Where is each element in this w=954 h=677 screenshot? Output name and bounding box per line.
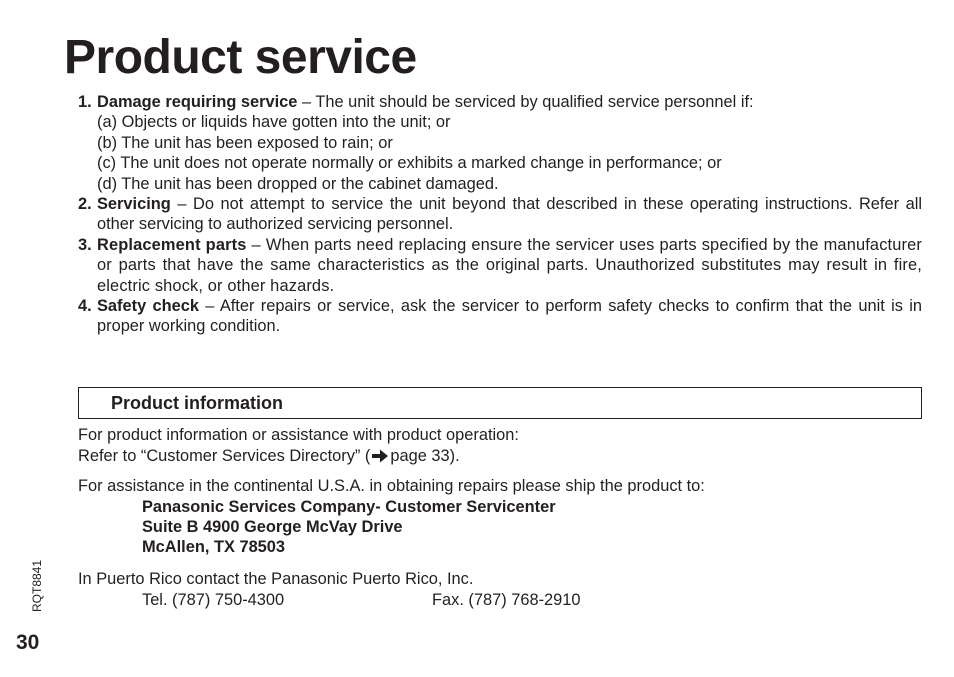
item-number: 1. <box>78 93 92 111</box>
subitem: (d) The unit has been dropped or the cabinet damaged. <box>97 174 499 193</box>
item-heading: Replacement parts <box>97 235 247 254</box>
list-item-damage <box>78 92 922 194</box>
page-title: Product service <box>64 31 417 84</box>
item-number: 4. <box>78 297 92 316</box>
shipping-paragraph <box>78 476 705 557</box>
list-item-safety-check <box>78 296 922 337</box>
item-heading: Servicing <box>97 195 171 214</box>
list-item-servicing <box>78 194 922 235</box>
info-line: For product information or assistance with product operation: <box>78 426 519 444</box>
service-list <box>78 92 922 337</box>
page-reference-link[interactable]: page 33). <box>390 447 460 465</box>
item-number: 3. <box>78 235 92 254</box>
address-line: McAllen, TX 78503 <box>142 538 286 556</box>
arrow-right-icon <box>371 448 389 464</box>
page-number: 30 <box>16 631 40 654</box>
item-text: – After repairs or service, ask the servicer to perform safety checks to confirm that the unit is in proper working condition. <box>97 297 922 336</box>
list-item-replacement-parts <box>78 235 922 296</box>
subitem: (b) The unit has been exposed to rain; or <box>97 133 393 152</box>
reference-text: Refer to “Customer Services Directory” ( <box>78 447 371 465</box>
puerto-rico-paragraph <box>78 569 581 611</box>
item-heading: Damage requiring service <box>97 93 298 111</box>
item-text: – The unit should be serviced by qualified service personnel if: <box>297 93 754 111</box>
shipping-intro: For assistance in the continental U.S.A. in obtaining repairs please ship the product to: <box>78 477 705 495</box>
address-line: Panasonic Services Company- Customer Servicenter <box>142 498 556 516</box>
product-info-header-box <box>78 387 922 419</box>
subitem: (a) Objects or liquids have gotten into the unit; or <box>97 113 451 132</box>
item-text: – Do not attempt to service the unit beyond that described in these operating instructions. Refer all other servicing to authorized servicing personnel. <box>97 195 922 234</box>
document-code: RQT8841 <box>30 559 44 612</box>
item-text: – When parts need replacing ensure the servicer uses parts specified by the manufacturer or parts that have the same characteristics as the original parts. Unauthorized substitutes may result in fire, electric shock, or other hazards. <box>97 235 922 295</box>
puerto-rico-line: In Puerto Rico contact the Panasonic Puerto Rico, Inc. <box>78 570 474 588</box>
contact-line <box>78 590 581 611</box>
product-info-paragraph <box>78 425 519 467</box>
tel-number: Tel. (787) 750-4300 <box>142 591 285 609</box>
item-number: 2. <box>78 195 92 214</box>
item-heading: Safety check <box>97 297 199 316</box>
subitem: (c) The unit does not operate normally or exhibits a marked change in performance; or <box>97 154 722 173</box>
fax-number: Fax. (787) 768-2910 <box>432 591 581 609</box>
address-line: Suite B 4900 George McVay Drive <box>142 518 403 536</box>
section-heading: Product information <box>111 393 283 413</box>
info-reference-line <box>78 446 519 467</box>
